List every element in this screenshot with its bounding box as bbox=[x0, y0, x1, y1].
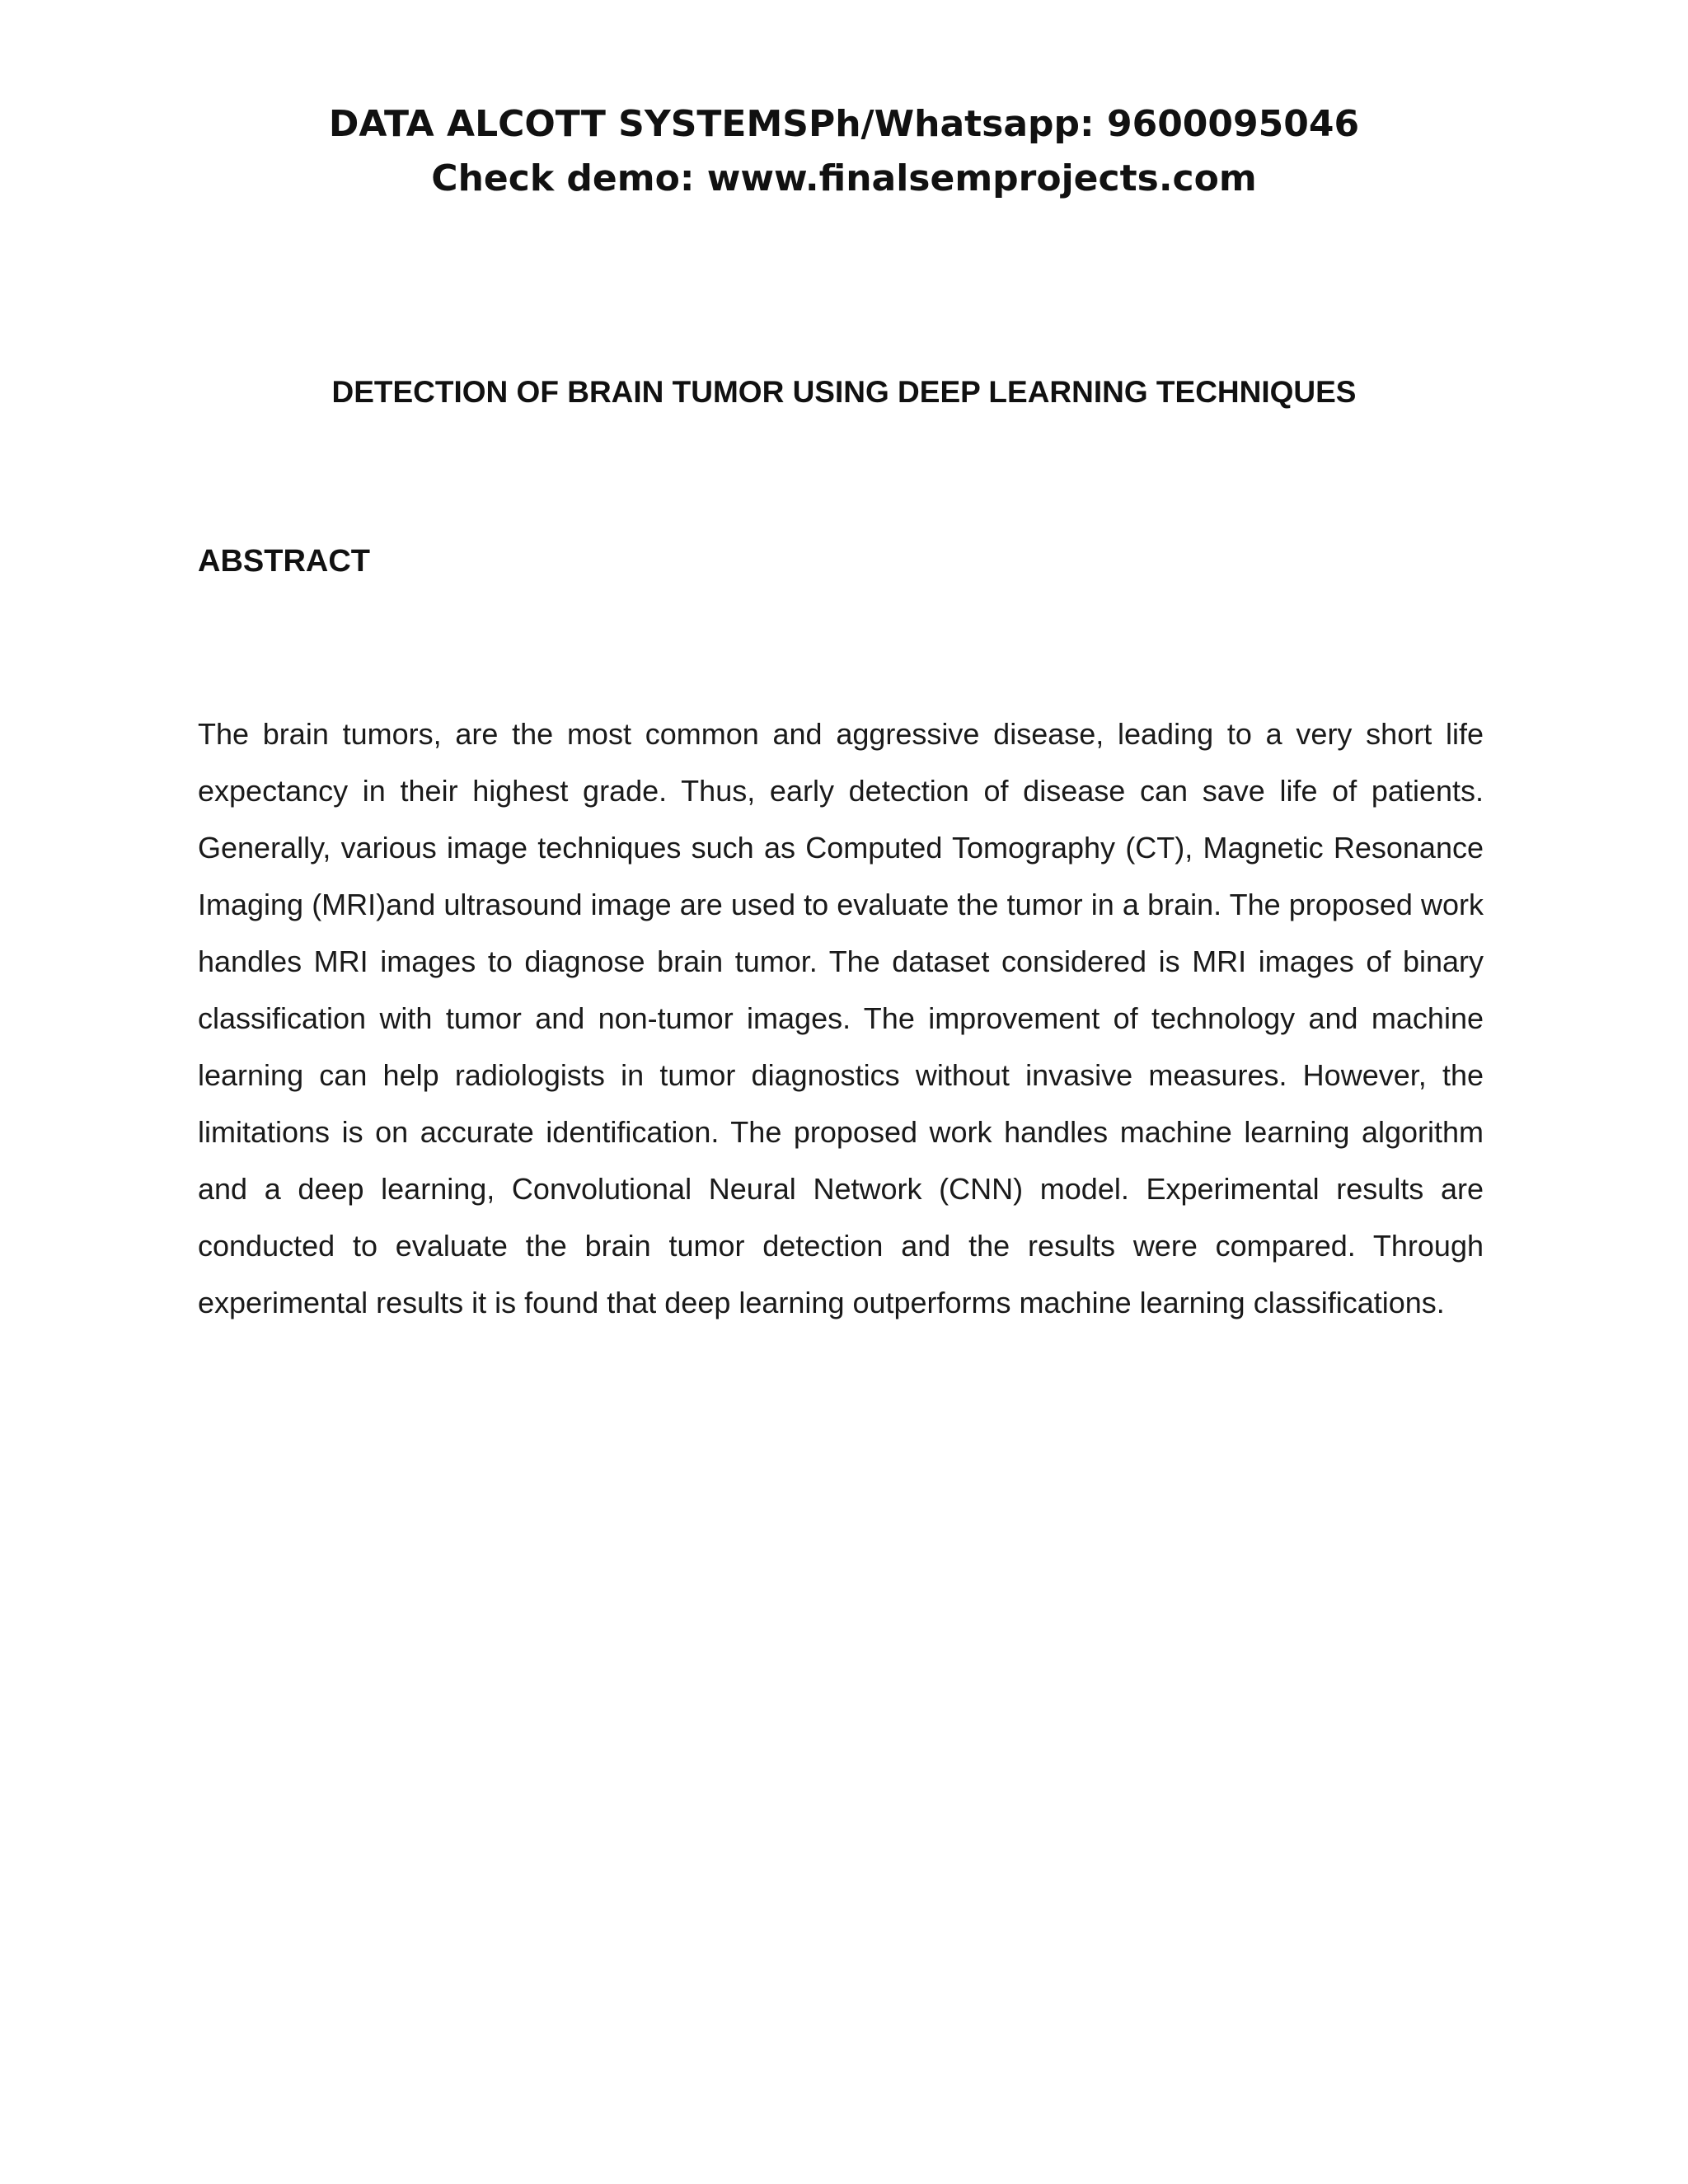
document-title: DETECTION OF BRAIN TUMOR USING DEEP LEARNING TECHNIQUES bbox=[331, 375, 1357, 409]
header-contact-line: DATA ALCOTT SYSTEMSPh/Whatsapp: 9600095046 bbox=[328, 103, 1360, 145]
abstract-paragraph: The brain tumors, are the most common and aggressive disease, leading to a very short life expectancy in their highest grade. Thus, early detection of disease can save life of patients. Generally, various image techniques such as Computed Tomography (CT), Magnetic Resonance Imaging (MRI)and ultrasound image are used to evaluate the tumor in a brain. The proposed work handles MRI images to diagnose brain tumor. The dataset considered is MRI images of binary classification with tumor and non-tumor images. The improvement of technology and machine learning can help radiologists in tumor diagnostics without invasive measures. However, the limitations is on accurate identification. The proposed work handles machine learning algorithm and a deep learning, Convolutional Neural Network (CNN) model. Experimental results are conducted to evaluate the brain tumor detection and the results were compared. Through experimental results it is found that deep learning outperforms machine learning classifications. bbox=[198, 717, 1484, 1319]
abstract-heading: ABSTRACT bbox=[198, 544, 370, 579]
header-demo-link[interactable]: Check demo: www.finalsemprojects.com bbox=[431, 157, 1257, 199]
page-header bbox=[0, 97, 1688, 206]
